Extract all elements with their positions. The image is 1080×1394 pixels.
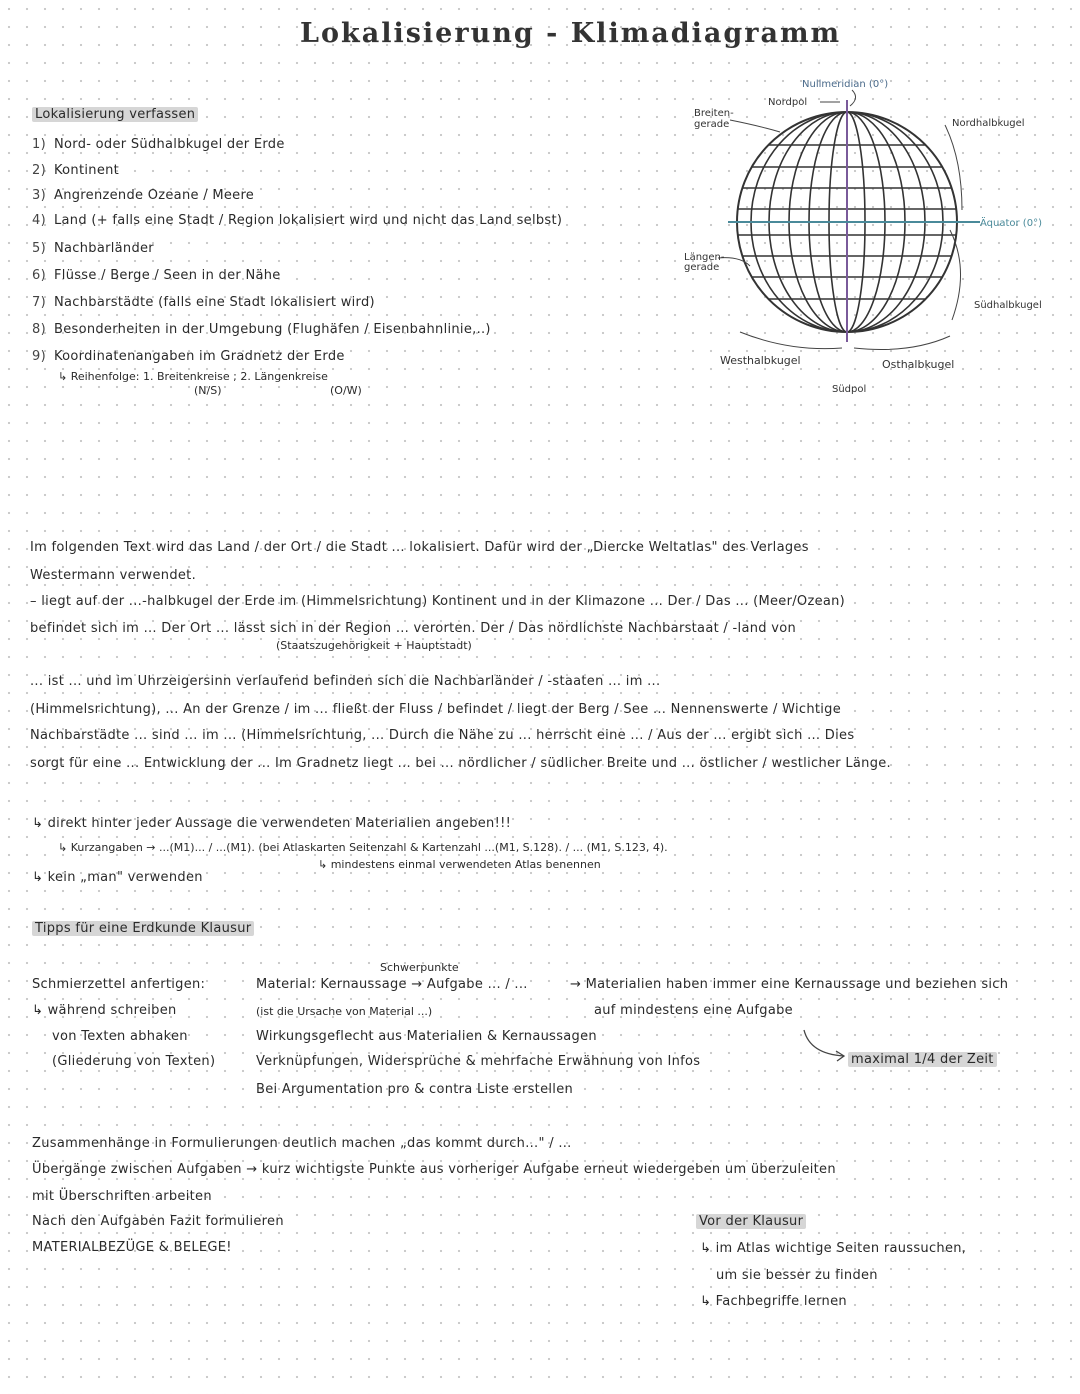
label-westhalbkugel: Westhalbkugel <box>720 354 801 367</box>
checklist-item-number: 3) <box>32 188 46 203</box>
tipp-waehrend: ↳ während schreiben <box>32 1003 177 1018</box>
checklist-item-text: Koordinatenangaben im Gradnetz der Erde <box>54 349 345 364</box>
checklist-item <box>32 163 119 178</box>
section-heading-tipps: Tipps für eine Erdkunde Klausur <box>32 921 254 936</box>
tip-zusammenhaenge: Zusammenhänge in Formulierungen deutlich machen „das kommt durch..." / ... <box>32 1136 572 1151</box>
checklist-sub-ns: (N/S) <box>194 384 222 397</box>
tipp-argumentation: Bei Argumentation pro & contra Liste erstellen <box>256 1082 574 1097</box>
checklist-sub-ow: (O/W) <box>330 384 362 397</box>
checklist-item <box>32 241 154 256</box>
checklist-item-number: 9) <box>32 349 46 364</box>
checklist-item-text: Nord- oder Südhalbkugel der Erde <box>54 137 285 152</box>
section-heading-lokalisierung: Lokalisierung verfassen <box>32 107 198 122</box>
text-line-7: (Himmelsrichtung), ... An der Grenze / im ... fließt der Fluss / befindet / liegt der Berg / See ... Nennenswerte / Wichtige <box>30 702 842 717</box>
checklist-item-number: 5) <box>32 241 46 256</box>
vor-klausur-finden: um sie besser zu finden <box>716 1268 878 1283</box>
text-line-6: ... ist ... und im Uhrzeigersinn verlaufend befinden sich die Nachbarländer / -staaten ... im ... <box>30 674 661 689</box>
tipp-material-kernaussage: Material: Kernaussage → Aufgabe ... / ... <box>256 977 528 992</box>
checklist-item <box>32 322 491 337</box>
label-breiten: Breiten- <box>694 108 734 119</box>
checklist-item <box>32 137 285 152</box>
tipp-maximal-zeit: maximal 1/4 der Zeit <box>848 1052 997 1067</box>
checklist-item-number: 2) <box>32 163 46 178</box>
tipp-texte-abhaken: von Texten abhaken <box>52 1029 188 1044</box>
tipp-schmierzettel: Schmierzettel anfertigen: <box>32 977 206 992</box>
arrow-to-maximal <box>800 1028 850 1062</box>
checklist-sub-note: ↳ Reihenfolge: 1. Breitenkreise ; 2. Längenkreise <box>58 370 328 383</box>
checklist-item <box>32 188 254 203</box>
note-atlas: ↳ mindestens einmal verwendeten Atlas benennen <box>318 858 601 871</box>
label-suedpol: Südpol <box>832 384 867 395</box>
checklist-item-number: 1) <box>32 137 46 152</box>
tipp-verknuepfungen: Verknüpfungen, Widersprüche & mehrfache Erwähnung von Infos <box>256 1054 701 1069</box>
checklist-item-number: 8) <box>32 322 46 337</box>
text-line-2: Westermann verwendet. <box>30 568 197 583</box>
checklist-item-number: 6) <box>32 268 46 283</box>
label-nullmeridian: Nullmeridian (0°) <box>802 79 889 90</box>
text-line-8: Nachbarstädte ... sind ... im ... (Himmelsrichtung, ... Durch die Nähe zu ... herrscht eine ... / Aus der ... ergibt sich ... Dies <box>30 728 855 743</box>
vor-klausur-atlas: ↳ im Atlas wichtige Seiten raussuchen, <box>700 1241 967 1256</box>
checklist-item <box>32 213 562 228</box>
note-kurzangaben: ↳ Kurzangaben → ...(M1)... / ...(M1). (bei Atlaskarten Seitenzahl & Kartenzahl ...(M1, S.128). / ... (M1, S.123, 4). <box>58 841 668 854</box>
tip-ueberschriften: mit Überschriften arbeiten <box>32 1189 212 1204</box>
label-laengen-gerade: gerade <box>684 262 720 273</box>
tipp-materialien-kernaussage: → Materialien haben immer eine Kernaussage und beziehen sich <box>570 977 1009 992</box>
checklist-item <box>32 349 345 364</box>
checklist-item-text: Nachbarländer <box>54 241 154 256</box>
label-suedhalbkugel: Südhalbkugel <box>974 300 1042 311</box>
label-aequator: Äquator (0°) <box>980 218 1042 229</box>
globe-diagram <box>670 70 1070 410</box>
label-schwerpunkte: Schwerpunkte <box>380 961 459 974</box>
note-kein-man: ↳ kein „man" verwenden <box>32 870 203 885</box>
tipp-gliederung: (Gliederung von Texten) <box>52 1054 216 1069</box>
note-material: ↳ direkt hinter jeder Aussage die verwendeten Materialien angeben!!! <box>32 816 512 831</box>
checklist-item <box>32 268 281 283</box>
checklist-item-text: Besonderheiten in der Umgebung (Flughäfen / Eisenbahnlinie,..) <box>54 322 491 337</box>
text-line-4: befindet sich im ... Der Ort ... lässt sich in der Region ... verorten. Der / Das nördlichste Nachbarstaat / -land von <box>30 621 797 636</box>
tipp-ursache: (ist die Ursache von Material ...) <box>256 1005 433 1018</box>
label-breiten-gerade: gerade <box>694 119 730 130</box>
vor-klausur-fachbegriffe: ↳ Fachbegriffe lernen <box>700 1294 847 1309</box>
page-title: Lokalisierung - Klimadiagramm <box>300 18 842 49</box>
checklist-item-number: 7) <box>32 295 46 310</box>
label-laengen: Längen- <box>684 252 725 263</box>
checklist-item-text: Land (+ falls eine Stadt / Region lokalisiert wird und nicht das Land selbst) <box>54 213 563 228</box>
section-heading-vor-klausur: Vor der Klausur <box>696 1214 806 1229</box>
tip-materialbezuege: MATERIALBEZÜGE & BELEGE! <box>32 1240 232 1255</box>
text-line-1: Im folgenden Text wird das Land / der Ort / die Stadt ... lokalisiert. Dafür wird der „Diercke Weltatlas" des Verlages <box>30 540 809 555</box>
checklist-item-text: Kontinent <box>54 163 120 178</box>
label-nordhalbkugel: Nordhalbkugel <box>952 118 1025 129</box>
tipp-wirkungsgeflecht: Wirkungsgeflecht aus Materialien & Kernaussagen <box>256 1029 597 1044</box>
checklist-item-text: Flüsse / Berge / Seen in der Nähe <box>54 268 281 283</box>
text-line-3: – liegt auf der ...-halbkugel der Erde im (Himmelsrichtung) Kontinent und in der Klimazone ... Der / Das ... (Meer/Ozean) <box>30 594 846 609</box>
text-line-5: (Staatszugehörigkeit + Hauptstadt) <box>276 639 472 652</box>
tipp-mindestens-aufgabe: auf mindestens eine Aufgabe <box>594 1003 793 1018</box>
label-osthalbkugel: Osthalbkugel <box>882 358 955 371</box>
text-line-9: sorgt für eine ... Entwicklung der ... Im Gradnetz liegt ... bei ... nördlicher / südlicher Breite und ... östlicher / westlicher Länge. <box>30 756 891 771</box>
checklist-item-text: Angrenzende Ozeane / Meere <box>54 188 255 203</box>
tip-uebergaenge: Übergänge zwischen Aufgaben → kurz wichtigste Punkte aus vorheriger Aufgabe erneut wiedergeben um überzuleiten <box>32 1162 836 1177</box>
checklist-item <box>32 295 375 310</box>
checklist-item-text: Nachbarstädte (falls eine Stadt lokalisiert wird) <box>54 295 375 310</box>
tip-fazit: Nach den Aufgaben Fazit formulieren <box>32 1214 284 1229</box>
label-nordpol: Nordpol <box>768 97 808 108</box>
checklist-item-number: 4) <box>32 213 46 228</box>
